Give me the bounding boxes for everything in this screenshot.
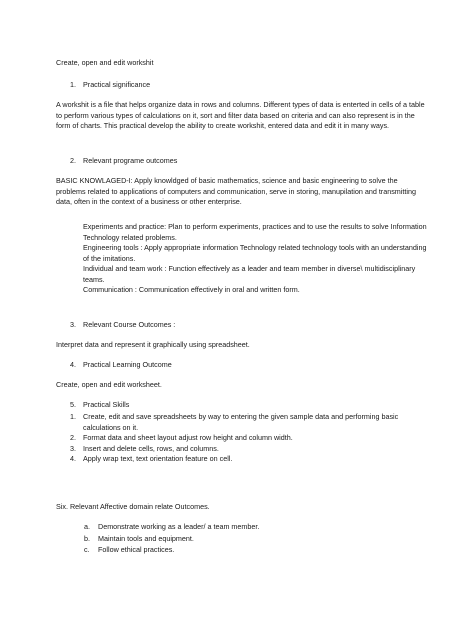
affective-text: Maintain tools and equipment. (98, 533, 194, 543)
course-outcomes-paragraph: Interpret data and represent it graphically using spreadsheet. (56, 340, 250, 349)
affective-letter: b. (84, 533, 90, 543)
affective-letter: a. (84, 522, 90, 531)
section-heading-practical-skills: Practical Skills (83, 400, 130, 409)
basic-knowledge-paragraph: BASIC KNOWLAGED-I: Apply knowldged of basic mathematics, science and basic engineering to solve the problems related to applications of computers and communication, serve in storing, manupilation and transmitting data, often in the context of a business or other enterprise. (56, 176, 416, 206)
skill-text: Insert and delete cells, rows, and columns. (83, 443, 219, 453)
programe-outcomes-list (83, 222, 428, 296)
section-number: 5. (70, 400, 76, 409)
skill-number: 4. (70, 454, 76, 463)
affective-text: Demonstrate working as a leader/ a team member. (98, 522, 260, 531)
skill-number: 3. (70, 443, 76, 453)
section-number: 2. (70, 156, 76, 165)
practical-significance-paragraph: A workshit is a file that helps organize data in rows and columns. Different types of data is enterted in cells of a table to perform various types of calculations on it, sort and filter data based on criteria and can also represent is in the form of charts. This practical develop the ability to create workshit, entered data and edit it in many ways. (56, 100, 425, 130)
section-heading-learning-outcome: Practical Learning Outcome (83, 360, 172, 369)
document-title: Create, open and edit workshit (56, 58, 154, 67)
affective-text: Follow ethical practices. (98, 545, 175, 554)
section-number: 4. (70, 360, 76, 369)
learning-outcome-paragraph: Create, open and edit worksheet. (56, 380, 162, 389)
practical-skills-list (56, 412, 428, 465)
affective-outcomes-list (56, 522, 428, 556)
skill-text: Create, edit and save spreadsheets by way to entering the given sample data and performing basic calculations on it. (83, 412, 399, 432)
affective-item (56, 522, 428, 533)
section-number: 3. (70, 320, 76, 329)
affective-letter: c. (84, 545, 90, 554)
outcome-item: Experiments and practice: Plan to perform experiments, practices and to use the results to solve Information Technology related problems. (83, 222, 427, 242)
outcome-item: Engineering tools : Apply appropriate information Technology related technology tools with an understanding of the imitations. (83, 243, 427, 263)
section-heading-programe-outcomes: Relevant programe outcomes (83, 156, 178, 165)
section-heading-course-outcomes: Relevant Course Outcomes : (83, 320, 176, 329)
skill-item (56, 454, 428, 465)
skill-item (56, 433, 428, 444)
skill-text: Apply wrap text, text orientation feature on cell. (83, 454, 233, 463)
affective-item (56, 545, 428, 556)
section-heading-practical-significance: Practical significance (83, 80, 151, 89)
skill-number: 2. (70, 433, 76, 442)
outcome-item: Communication : Communication effectively in oral and written form. (83, 285, 300, 294)
affective-domain-heading: Six. Relevant Affective domain relate Outcomes. (56, 502, 210, 511)
skill-item (56, 444, 428, 455)
skill-item (56, 412, 428, 433)
section-number: 1. (70, 80, 76, 89)
outcome-item: Individual and team work : Function effectively as a leader and team member in diverse\ multidisciplinary teams. (83, 264, 416, 284)
affective-item (56, 534, 428, 545)
skill-text: Format data and sheet layout adjust row height and column width. (83, 433, 293, 442)
skill-number: 1. (70, 412, 76, 421)
